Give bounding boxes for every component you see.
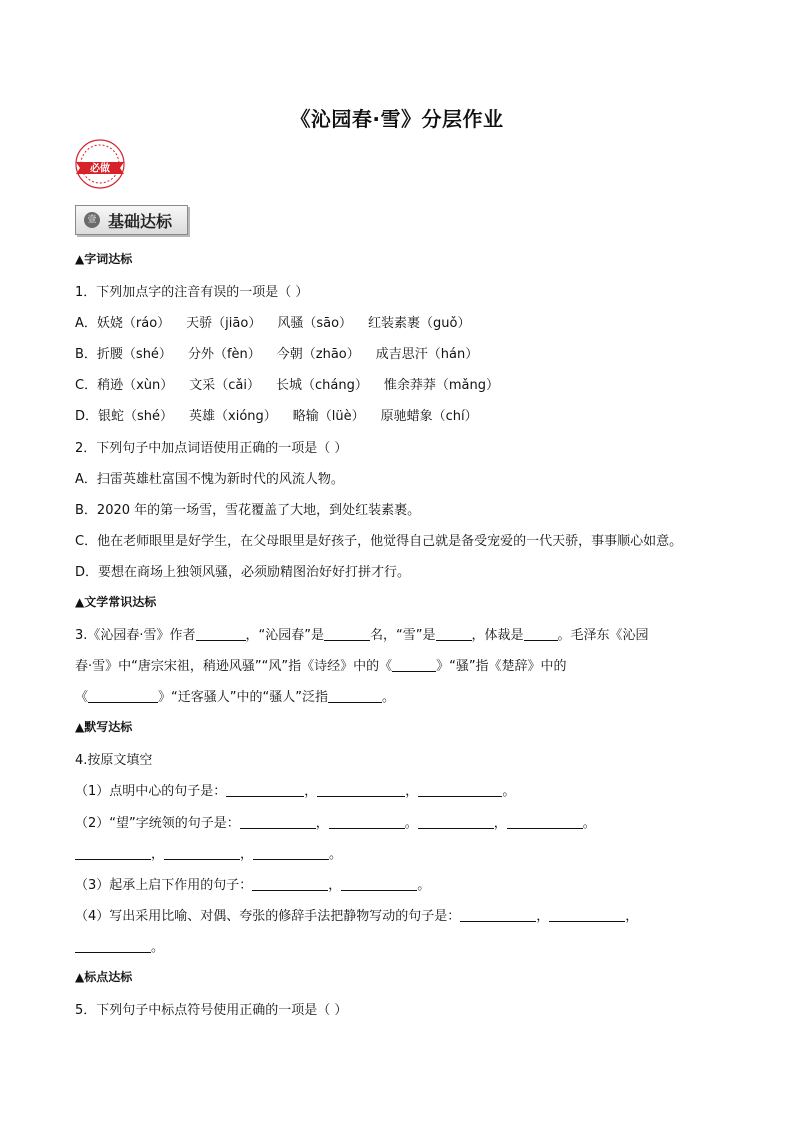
q4-stem: 4.按原文填空	[75, 753, 153, 768]
q4-item-3: （3）起承上启下作用的句子： ， 。	[75, 878, 431, 893]
q2-option-d: D．要想在商场上独领风骚，必须励精图治好好打拼才行。	[75, 565, 411, 580]
section-label: 基础达标	[108, 212, 173, 231]
q4-item-2-cont: ， ， 。	[75, 843, 342, 862]
q4-item-4-cont: 。	[75, 936, 164, 955]
q4-item-4: （4）写出采用比喻、对偶、夸张的修辞手法把静物写动的句子是： ， ，	[75, 909, 639, 924]
heading-dictation: ▲默写达标	[75, 720, 133, 734]
q1-option-b: B．折腰（shé） 分外（fèn） 今朝（zhāo） 成吉思汗（hán）	[75, 347, 479, 362]
q3-line-2: 春·雪》中“唐宗宋祖，稍逊风骚”“风”指《诗经》中的《 》“骚”指《楚辞》中的	[75, 659, 567, 674]
q2-option-b: B．2020 年的第一场雪，雪花覆盖了大地，到处红装素裹。	[75, 503, 421, 518]
q4-item-2: （2）“望”字统领的句子是： ， 。 ， 。	[75, 816, 596, 831]
q5-stem: 5．下列句子中标点符号使用正确的一项是（ ）	[75, 1003, 348, 1018]
q2-option-c: C．他在老师眼里是好学生，在父母眼里是好孩子，他觉得自己就是备受宠爱的一代天骄，事事顺心如意。	[75, 534, 683, 549]
q2-option-a: A．扫雷英雄杜富国不愧为新时代的风流人物。	[75, 472, 344, 487]
q1-option-a: A．妖娆（ráo） 天骄（jiāo） 风骚（sāo） 红装素裹（guǒ）	[75, 316, 471, 331]
q3-line-1: 3.《沁园春·雪》作者 ，“沁园春”是 名，“雪”是 ，体裁是 。毛泽东《沁园	[75, 628, 649, 643]
badge-text: 必做	[90, 163, 110, 175]
section-number: 壹	[84, 212, 100, 228]
q1-option-c: C．稍逊（xùn） 文采（cǎi） 长城（cháng） 惟余莽莽（mǎng）	[75, 378, 499, 393]
page-title: 《沁园春·雪》分层作业	[290, 107, 504, 131]
q1-option-d: D．银蛇（shé） 英雄（xióng） 略输（lüè） 原驰蜡象（chí）	[75, 409, 478, 424]
q1-stem: 1．下列加点字的注音有误的一项是（ ）	[75, 285, 309, 300]
q4-item-1: （1）点明中心的句子是： ， ， 。	[75, 784, 516, 799]
section-header	[75, 205, 188, 235]
must-do-badge	[74, 138, 126, 190]
q2-stem: 2．下列句子中加点词语使用正确的一项是（ ）	[75, 441, 348, 456]
heading-literature: ▲文学常识达标	[75, 595, 157, 609]
q3-line-3: 《 》“迁客骚人”中的“骚人”泛指 。	[75, 690, 395, 705]
heading-word: ▲字词达标	[75, 252, 133, 266]
heading-punctuation: ▲标点达标	[75, 970, 133, 984]
